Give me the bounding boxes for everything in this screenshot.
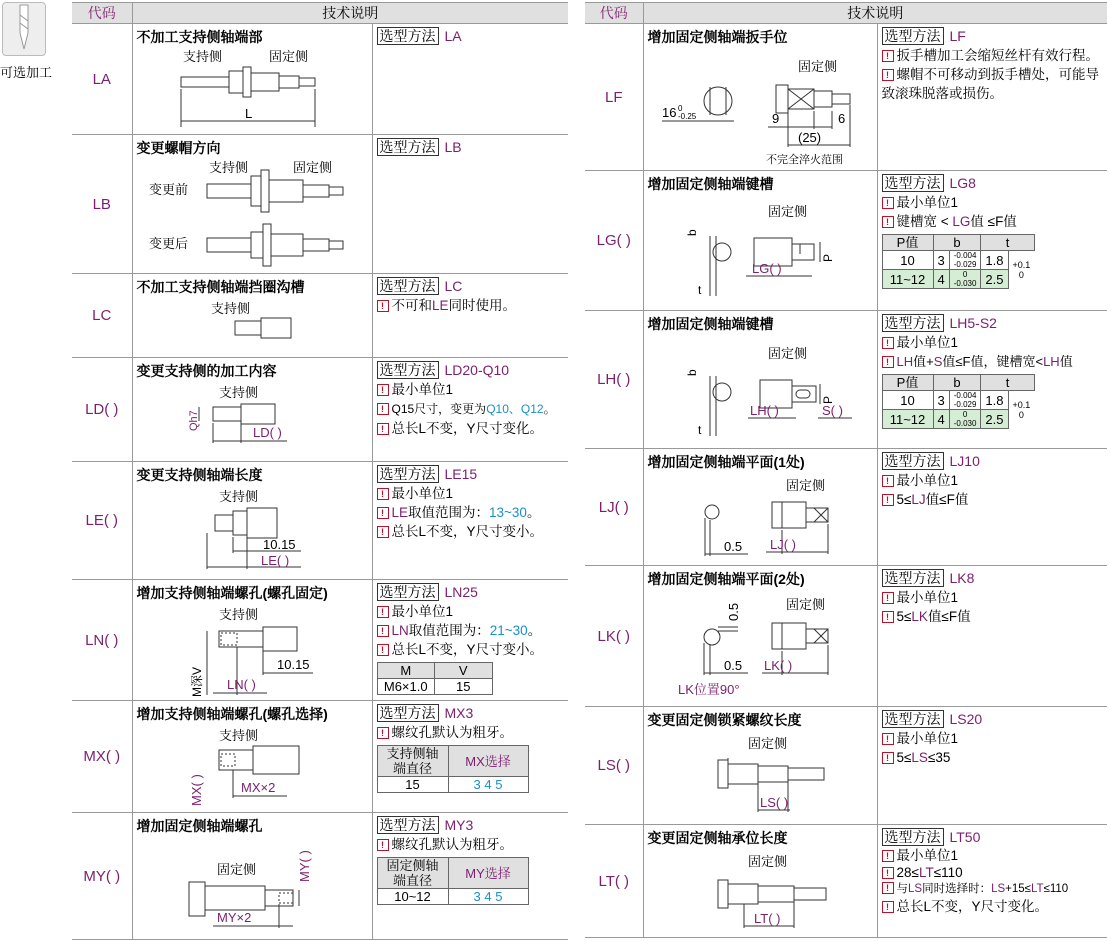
warning-icon: ! xyxy=(882,901,894,913)
option-row-la xyxy=(72,24,568,135)
fig-zone-label: 不完全淬火范围 xyxy=(765,154,843,166)
fig-tag: LE( ) xyxy=(260,553,289,568)
warning-icon: ! xyxy=(882,592,894,604)
option-row-lt xyxy=(585,825,1107,938)
note: ! 最小单位1 xyxy=(377,484,565,503)
fig-tag: LN( ) xyxy=(226,677,256,692)
warning-icon: ! xyxy=(882,611,894,623)
fig-label-q: Qh7 xyxy=(187,410,200,431)
option-row-lf xyxy=(585,24,1107,171)
fig-b: b xyxy=(684,369,699,376)
fig-label-fixed: 固定侧 xyxy=(797,59,837,74)
warning-icon: ! xyxy=(882,475,894,487)
fig-label-length: L xyxy=(244,106,252,121)
lf-wrench-flat-figure xyxy=(648,49,874,167)
sidebar-label: 可选加工 xyxy=(0,65,53,80)
my-thread-hole-figure xyxy=(137,838,367,936)
warning-icon: ! xyxy=(377,300,389,312)
select-method-value: LT50 xyxy=(949,829,981,845)
option-row-lk xyxy=(585,566,1107,707)
note: ! 28≤LT≤110 xyxy=(882,864,1104,881)
warning-icon: ! xyxy=(882,882,894,894)
select-method-label: 选型方法 xyxy=(377,277,439,295)
warning-icon: ! xyxy=(377,839,389,851)
fig-label-fixed: 固定侧 xyxy=(785,597,825,612)
lh-keyway-figure xyxy=(648,336,874,442)
option-row-ls xyxy=(585,707,1107,825)
warning-icon: ! xyxy=(882,197,894,209)
fig-vertical-tag: MY( ) xyxy=(296,850,312,882)
note: ! LN取值范围为：21~30。 xyxy=(377,621,565,640)
option-row-lg xyxy=(585,171,1107,311)
fig-t: t xyxy=(697,283,701,297)
fig-label-fixed: 固定侧 xyxy=(767,346,807,361)
select-method-label: 选型方法 xyxy=(377,138,439,156)
ls-lock-thread-figure xyxy=(648,732,874,820)
option-title: 增加固定侧轴端螺孔 xyxy=(136,818,263,834)
select-method-label: 选型方法 xyxy=(377,361,439,379)
option-title: 增加固定侧轴端扳手位 xyxy=(647,29,788,45)
fig-dimension: 10.15 xyxy=(262,537,296,552)
select-method-label: 选型方法 xyxy=(377,465,439,483)
select-method-value: LS20 xyxy=(949,711,983,727)
header-code: 代码 xyxy=(585,3,643,24)
option-code: LA xyxy=(72,24,132,135)
note: ! 螺纹孔默认为粗牙。 xyxy=(377,835,565,854)
warning-icon: ! xyxy=(377,423,389,435)
ld-support-machining-figure xyxy=(137,383,367,453)
warning-icon: ! xyxy=(377,507,389,519)
fig-dimension: 0.5 xyxy=(723,658,742,673)
select-method-value: LC xyxy=(444,278,463,294)
fig-tag: LD( ) xyxy=(252,425,282,440)
select-method-label: 选型方法 xyxy=(882,452,944,470)
select-method-value: MX3 xyxy=(444,705,474,721)
note: ! 最小单位1 xyxy=(882,729,1104,748)
warning-icon: ! xyxy=(377,606,389,618)
option-title: 不加工支持侧轴端部 xyxy=(136,29,263,45)
fig-tag: MY×2 xyxy=(216,910,251,925)
note: ! 最小单位1 xyxy=(882,471,1104,490)
fig-label-support: 支持侧 xyxy=(218,489,258,504)
select-method-label: 选型方法 xyxy=(882,569,944,587)
fig-b: b xyxy=(684,229,699,236)
select-method-label: 选型方法 xyxy=(377,27,439,45)
select-method-value: LF xyxy=(949,28,966,44)
note: ! 5≤LS≤35 xyxy=(882,748,1104,767)
note: ! 最小单位1 xyxy=(882,193,1104,212)
warning-icon: ! xyxy=(882,356,894,368)
warning-icon: ! xyxy=(882,216,894,228)
select-method-value: LJ10 xyxy=(949,453,980,469)
warning-icon: ! xyxy=(377,384,389,396)
fig-P: P xyxy=(820,253,835,262)
option-title: 增加固定侧轴端键槽 xyxy=(647,176,774,192)
warning-icon: ! xyxy=(882,752,894,764)
note: ! 不可和LE同时使用。 xyxy=(377,296,565,315)
fig-dimension: 0.5 xyxy=(723,539,742,554)
fig-position: LK位置90° xyxy=(677,682,740,697)
fig-label-support: 支持侧 xyxy=(208,160,248,175)
fig-diameter: 16 xyxy=(661,105,676,120)
fig-tag-s: S( ) xyxy=(821,403,843,418)
select-method-value: LB xyxy=(444,139,462,155)
option-code: LE( ) xyxy=(72,462,132,580)
right-options-table xyxy=(585,2,1107,938)
la-shaft-figure xyxy=(137,49,367,131)
fig-dimension: 10.15 xyxy=(276,657,310,672)
fig-tag: LK( ) xyxy=(763,658,792,673)
note: ! 5≤LJ值≤F值 xyxy=(882,490,1104,509)
option-code: LG( ) xyxy=(585,171,643,311)
note: ! 扳手槽加工会缩短丝杆有效行程。 xyxy=(882,46,1104,65)
header-desc: 技术说明 xyxy=(643,3,1107,24)
lg-keyway-figure xyxy=(648,196,874,302)
option-title: 增加固定侧轴端平面(2处) xyxy=(647,571,805,587)
option-title: 变更支持侧的加工内容 xyxy=(136,363,277,379)
fig-tol-lower: -0.25 xyxy=(677,112,696,121)
option-row-lc xyxy=(72,274,568,358)
fig-vertical-tag: MX( ) xyxy=(188,774,204,806)
warning-icon: ! xyxy=(377,403,389,415)
option-code: LB xyxy=(72,135,132,274)
warning-icon: ! xyxy=(882,867,894,879)
option-code: LJ( ) xyxy=(585,449,643,566)
select-method-value: LK8 xyxy=(949,570,975,586)
fig-dim-nine: 9 xyxy=(771,111,779,126)
option-row-lh xyxy=(585,311,1107,449)
option-row-ld xyxy=(72,358,568,462)
note: ! 5≤LK值≤F值 xyxy=(882,607,1104,626)
option-title: 变更螺帽方向 xyxy=(136,140,221,156)
warning-icon: ! xyxy=(377,644,389,656)
option-code: MX( ) xyxy=(72,701,132,813)
note: ! 最小单位1 xyxy=(377,380,565,399)
note: ! Q15尺寸，变更为Q10、Q12。 xyxy=(377,399,565,419)
note: ! 键槽宽 < LG值 ≤F值 xyxy=(882,212,1104,231)
thread-spec-table: M V M6×1.0 15 xyxy=(377,662,493,695)
le-support-length-figure xyxy=(137,487,367,575)
option-title: 不加工支持侧轴端挡圈沟槽 xyxy=(136,279,305,295)
select-method-label: 选型方法 xyxy=(882,174,944,192)
mx-thread-hole-figure xyxy=(137,726,367,806)
end-mill-tool-icon xyxy=(2,2,46,56)
option-row-le xyxy=(72,462,568,580)
header-desc: 技术说明 xyxy=(132,3,568,24)
lt-bearing-seat-figure xyxy=(648,850,874,934)
option-code: LF xyxy=(585,24,643,171)
fig-tag: MX×2 xyxy=(240,780,275,795)
fig-label-support: 支持侧 xyxy=(218,728,258,743)
note: ! 总长L不变，Y尺寸变小。 xyxy=(377,640,565,659)
option-title: 变更固定侧轴承位长度 xyxy=(647,830,788,846)
note: ! 最小单位1 xyxy=(882,588,1104,607)
warning-icon: ! xyxy=(882,850,894,862)
fig-label-support: 支持侧 xyxy=(210,301,250,316)
select-method-value: LG8 xyxy=(949,175,976,191)
note: ! 螺帽不可移动到扳手槽处，可能导致滚珠脱落或损伤。 xyxy=(881,67,1099,101)
thread-select-table: 支持侧轴端直径 MX选择 15 3 4 5 xyxy=(377,745,529,793)
select-method-value: LN25 xyxy=(444,584,478,600)
option-row-mx xyxy=(72,701,568,813)
select-method-value: LA xyxy=(444,28,462,44)
fig-tag: LJ( ) xyxy=(769,537,796,552)
fig-label-after: 变更后 xyxy=(148,236,188,251)
note: ! 最小单位1 xyxy=(882,333,1104,352)
option-row-lb xyxy=(72,135,568,274)
fig-tag: LG( ) xyxy=(751,261,782,276)
option-row-lj xyxy=(585,449,1107,566)
lk-two-flats-figure xyxy=(648,591,874,703)
option-row-ln xyxy=(72,580,568,701)
fig-tag: LS( ) xyxy=(759,795,788,810)
ln-thread-hole-figure xyxy=(137,605,367,697)
note: ! 最小单位1 xyxy=(377,602,565,621)
select-method-label: 选型方法 xyxy=(377,583,439,601)
option-title: 变更固定侧锁紧螺纹长度 xyxy=(647,712,802,728)
option-row-my xyxy=(72,813,568,940)
option-title: 变更支持侧轴端长度 xyxy=(136,467,263,483)
option-code: LN( ) xyxy=(72,580,132,701)
option-code: MY( ) xyxy=(72,813,132,940)
fig-label-fixed: 固定侧 xyxy=(216,862,256,877)
fig-label-before: 变更前 xyxy=(148,182,188,197)
note: ! LE取值范围为：13~30。 xyxy=(377,503,565,522)
option-title: 增加固定侧轴端键槽 xyxy=(647,316,774,332)
warning-icon: ! xyxy=(377,526,389,538)
note: ! 最小单位1 xyxy=(882,847,1104,864)
lc-groove-figure xyxy=(137,299,367,347)
fig-vertical-dimension: 0.5 xyxy=(725,602,741,621)
note: ! 螺纹孔默认为粗牙。 xyxy=(377,723,565,742)
warning-icon: ! xyxy=(882,69,894,81)
fig-label-fixed: 固定侧 xyxy=(292,160,332,175)
select-method-value: LH5-S2 xyxy=(949,315,997,331)
fig-label-fixed: 固定侧 xyxy=(785,478,825,493)
fig-label-support: 支持侧 xyxy=(218,607,258,622)
option-title: 增加固定侧轴端平面(1处) xyxy=(647,454,805,470)
warning-icon: ! xyxy=(377,727,389,739)
select-method-label: 选型方法 xyxy=(377,816,439,834)
keyway-table: P值 b t 10 3 -0.004 -0.029 1.8 +0.1 0 11~12 4 0 -0.030 2.5 xyxy=(882,374,1035,429)
option-code: LK( ) xyxy=(585,566,643,707)
select-method-value: LE15 xyxy=(444,466,478,482)
select-method-label: 选型方法 xyxy=(882,314,944,332)
option-title: 增加支持侧轴端螺孔(螺孔选择) xyxy=(136,706,328,722)
note: ! 总长L不变，Y尺寸变小。 xyxy=(377,522,565,541)
fig-tag: LT( ) xyxy=(753,911,780,926)
warning-icon: ! xyxy=(882,50,894,62)
fig-t: t xyxy=(697,423,701,437)
warning-icon: ! xyxy=(882,733,894,745)
select-method-label: 选型方法 xyxy=(882,27,944,45)
fig-dim-25: (25) xyxy=(797,130,821,145)
option-code: LS( ) xyxy=(585,707,643,825)
select-method-label: 选型方法 xyxy=(882,828,944,846)
fig-label-fixed: 固定侧 xyxy=(268,49,308,64)
fig-P: P xyxy=(820,395,835,404)
option-title: 增加支持侧轴端螺孔(螺孔固定) xyxy=(136,585,328,601)
note: ! 总长L不变，Y尺寸变化。 xyxy=(882,898,1104,915)
warning-icon: ! xyxy=(377,488,389,500)
fig-label-fixed: 固定侧 xyxy=(767,204,807,219)
warning-icon: ! xyxy=(377,625,389,637)
select-method-label: 选型方法 xyxy=(882,710,944,728)
select-method-value: MY3 xyxy=(444,817,474,833)
fig-label-support: 支持侧 xyxy=(218,385,258,400)
option-code: LD( ) xyxy=(72,358,132,462)
warning-icon: ! xyxy=(882,337,894,349)
fig-tag: LH( ) xyxy=(749,403,779,418)
note: ! 总长L不变，Y尺寸变化。 xyxy=(377,419,565,438)
select-method-value: LD20-Q10 xyxy=(444,362,510,378)
fig-label-support: 支持侧 xyxy=(182,49,222,64)
keyway-table: P值 b t 10 3 -0.004 -0.029 1.8 +0.1 0 11~12 4 0 -0.030 2.5 xyxy=(882,234,1035,289)
option-code: LC xyxy=(72,274,132,358)
warning-icon: ! xyxy=(882,494,894,506)
fig-tol-upper: 0 xyxy=(677,104,682,113)
fig-label-fixed: 固定侧 xyxy=(747,736,787,751)
left-options-table xyxy=(72,2,568,940)
option-code: LT( ) xyxy=(585,825,643,938)
note: ! 与LS同时选择时：LS+15≤LT≤110 xyxy=(882,881,1104,898)
note: ! LH值+S值≤F值，键槽宽<LH值 xyxy=(882,352,1104,371)
lb-nut-direction-figure xyxy=(137,160,367,270)
fig-dim-six: 6 xyxy=(837,111,845,126)
header-code: 代码 xyxy=(72,3,132,24)
option-code: LH( ) xyxy=(585,311,643,449)
lj-flat-figure xyxy=(648,474,874,562)
fig-depth-label: M深V xyxy=(189,666,204,697)
select-method-label: 选型方法 xyxy=(377,704,439,722)
fig-label-fixed: 固定侧 xyxy=(747,854,787,869)
thread-select-table: 固定侧轴端直径 MY选择 10~12 3 4 5 xyxy=(377,857,529,905)
